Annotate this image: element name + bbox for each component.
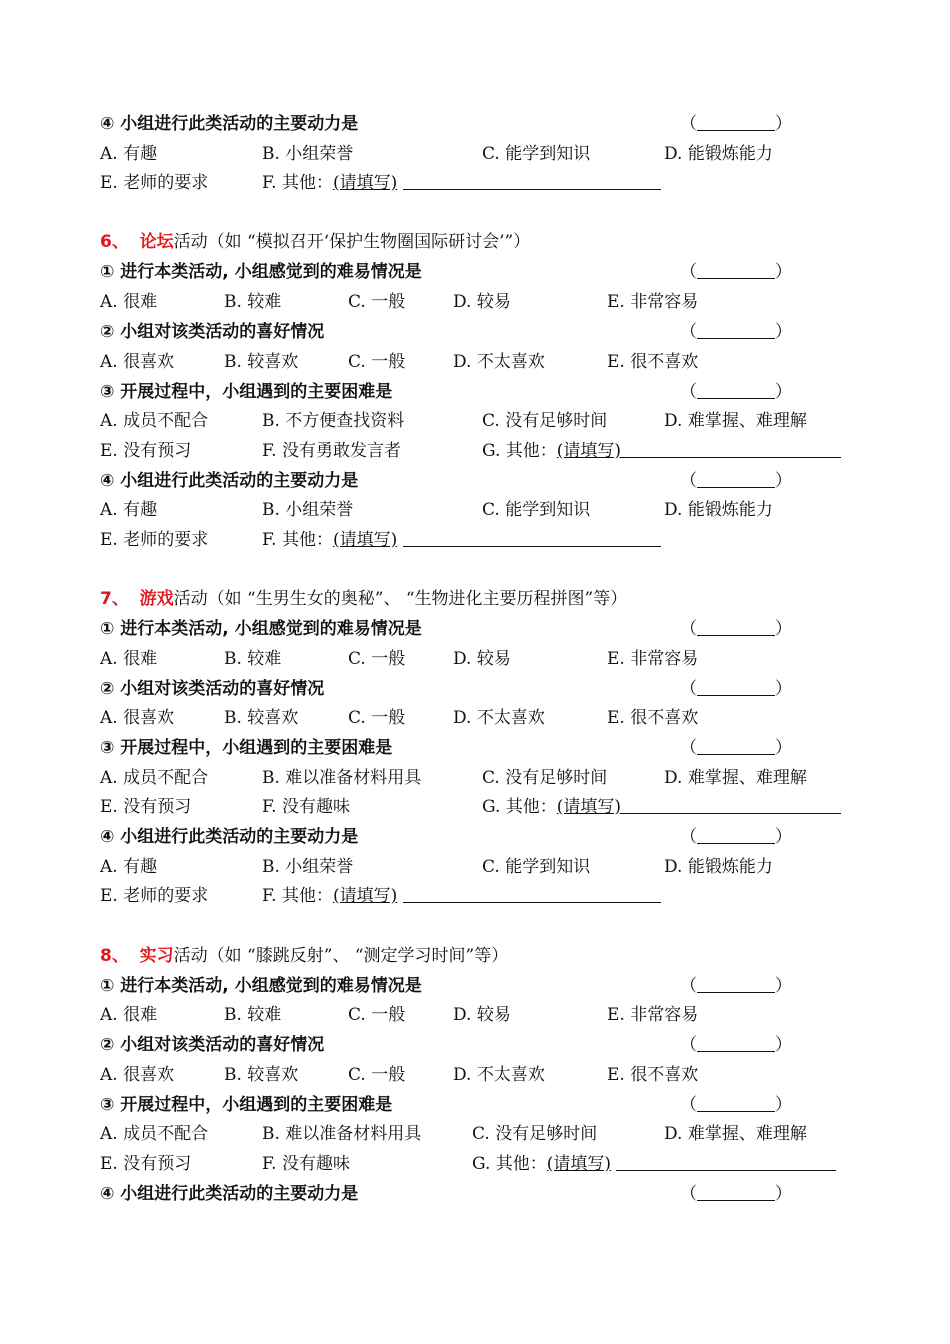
options-row: [100, 645, 860, 673]
question-difficulty: ① 进行本类活动, 小组感觉到的难易情况是 （ ）: [100, 615, 422, 643]
option-d[interactable]: D. 较易: [453, 1005, 511, 1025]
options-row: [100, 288, 860, 316]
options-row: [100, 882, 860, 910]
answer-blank[interactable]: （ ）: [680, 827, 792, 847]
question-difficulty: ① 进行本类活动, 小组感觉到的难易情况是 （ ）: [100, 972, 422, 1000]
option-e[interactable]: E. 非常容易: [607, 292, 699, 312]
option-d[interactable]: D. 难掌握、难理解: [664, 768, 807, 788]
option-c[interactable]: C. 能学到知识: [482, 144, 591, 164]
option-b[interactable]: B. 较难: [224, 1005, 282, 1025]
answer-blank[interactable]: （ ）: [680, 1095, 792, 1115]
option-a[interactable]: A. 很喜欢: [100, 352, 175, 372]
option-e[interactable]: E. 非常容易: [607, 1005, 699, 1025]
option-a[interactable]: A. 有趣: [100, 144, 158, 164]
option-e[interactable]: E. 非常容易: [607, 649, 699, 669]
option-d[interactable]: D. 难掌握、难理解: [664, 411, 807, 431]
option-f[interactable]: F. 其他：(请填写): [262, 526, 661, 554]
option-e[interactable]: E. 没有预习: [100, 797, 192, 817]
option-c[interactable]: C. 能学到知识: [482, 500, 591, 520]
question-text: ④ 小组进行此类活动的主要动力是: [100, 114, 359, 134]
section-8-heading: 8、 实习活动（如 “膝跳反射”、 “测定学习时间”等）: [100, 946, 509, 966]
question-motivation: ④ 小组进行此类活动的主要动力是 （ ）: [100, 823, 358, 851]
option-b[interactable]: B. 较喜欢: [224, 352, 299, 372]
option-a[interactable]: A. 很难: [100, 292, 158, 312]
option-f[interactable]: F. 没有趣味: [262, 797, 350, 817]
fill-in-line[interactable]: [403, 173, 661, 190]
option-e[interactable]: E. 很不喜欢: [607, 352, 699, 372]
section-6-heading: 6、 论坛活动（如 “模拟召开‘保护生物圈国际研讨会’”）: [100, 232, 531, 252]
option-a[interactable]: A. 成员不配合: [100, 1124, 209, 1144]
option-d[interactable]: D. 能锻炼能力: [664, 500, 773, 520]
question-difficulties: ③ 开展过程中，小组遇到的主要困难是 （ ）: [100, 1091, 392, 1119]
answer-blank[interactable]: （ ）: [680, 679, 792, 699]
section-7-heading: 7、 游戏活动（如 “生男生女的奥秘”、 “生物进化主要历程拼图”等）: [100, 589, 628, 609]
option-d[interactable]: D. 较易: [453, 292, 511, 312]
question-preference: ② 小组对该类活动的喜好情况 （ ）: [100, 1031, 324, 1059]
option-a[interactable]: A. 很难: [100, 649, 158, 669]
question-motivation: ④ 小组进行此类活动的主要动力是 （ ）: [100, 1180, 358, 1208]
option-a[interactable]: A. 很喜欢: [100, 1065, 175, 1085]
options-row: [100, 526, 860, 554]
option-a[interactable]: A. 成员不配合: [100, 768, 209, 788]
option-e[interactable]: E. 没有预习: [100, 1154, 192, 1174]
option-c[interactable]: C. 没有足够时间: [472, 1124, 598, 1144]
option-g[interactable]: G. 其他：(请填写): [472, 1150, 836, 1178]
option-d[interactable]: D. 不太喜欢: [453, 708, 545, 728]
option-c[interactable]: C. 一般: [348, 708, 406, 728]
option-b[interactable]: B. 小组荣誉: [262, 857, 354, 877]
option-c[interactable]: C. 一般: [348, 292, 406, 312]
option-c[interactable]: C. 能学到知识: [482, 857, 591, 877]
options-row: [100, 496, 860, 524]
option-e[interactable]: E. 老师的要求: [100, 530, 209, 550]
options-row: [100, 348, 860, 376]
fill-in-label: (请填写): [332, 173, 398, 193]
option-e[interactable]: E. 很不喜欢: [607, 1065, 699, 1085]
option-c[interactable]: C. 一般: [348, 649, 406, 669]
answer-blank[interactable]: （ ）: [680, 471, 792, 491]
option-a[interactable]: A. 有趣: [100, 857, 158, 877]
option-e[interactable]: E. 老师的要求: [100, 173, 209, 193]
fill-in-line[interactable]: [403, 530, 661, 547]
option-b[interactable]: B. 较难: [224, 292, 282, 312]
option-g[interactable]: G. 其他：(请填写): [482, 437, 841, 465]
option-d[interactable]: D. 难掌握、难理解: [664, 1124, 807, 1144]
options-row: [100, 140, 860, 168]
answer-blank[interactable]: （ ）: [680, 382, 792, 402]
options-row: [100, 764, 860, 792]
option-d[interactable]: D. 不太喜欢: [453, 352, 545, 372]
option-g[interactable]: G. 其他：(请填写): [482, 793, 841, 821]
option-b[interactable]: B. 难以准备材料用具: [262, 768, 422, 788]
options-row: [100, 437, 860, 465]
options-row: [100, 793, 860, 821]
options-row: [100, 169, 860, 197]
option-e[interactable]: E. 很不喜欢: [607, 708, 699, 728]
option-d[interactable]: D. 能锻炼能力: [664, 857, 773, 877]
option-f[interactable]: F. 其他：(请填写): [262, 882, 661, 910]
answer-blank[interactable]: （ ）: [680, 1184, 792, 1204]
options-row: [100, 704, 860, 732]
options-row: [100, 1120, 860, 1148]
fill-in-line[interactable]: [621, 797, 841, 814]
options-row: [100, 1001, 860, 1029]
option-a[interactable]: A. 很难: [100, 1005, 158, 1025]
option-d[interactable]: D. 不太喜欢: [453, 1065, 545, 1085]
answer-blank[interactable]: （ ）: [680, 322, 792, 342]
option-e[interactable]: E. 老师的要求: [100, 886, 209, 906]
option-a[interactable]: A. 成员不配合: [100, 411, 209, 431]
fill-in-line[interactable]: [616, 1154, 836, 1171]
option-b[interactable]: B. 难以准备材料用具: [262, 1124, 422, 1144]
question-difficulties: ③ 开展过程中，小组遇到的主要困难是 （ ）: [100, 378, 392, 406]
option-c[interactable]: C. 一般: [348, 1065, 406, 1085]
option-a[interactable]: A. 很喜欢: [100, 708, 175, 728]
option-f[interactable]: F. 其他：(请填写): [262, 169, 661, 197]
question-preference: ② 小组对该类活动的喜好情况 （ ）: [100, 318, 324, 346]
answer-blank[interactable]: （ ）: [680, 262, 792, 282]
options-row: [100, 1061, 860, 1089]
question-motivation: ④ 小组进行此类活动的主要动力是 （ ）: [100, 467, 358, 495]
options-row: [100, 407, 860, 435]
option-f[interactable]: F. 没有勇敢发言者: [262, 441, 401, 461]
options-row: [100, 853, 860, 881]
option-b[interactable]: B. 较难: [224, 649, 282, 669]
option-a[interactable]: A. 有趣: [100, 500, 158, 520]
option-c[interactable]: C. 一般: [348, 352, 406, 372]
option-d[interactable]: D. 较易: [453, 649, 511, 669]
question-preference: ② 小组对该类活动的喜好情况 （ ）: [100, 675, 324, 703]
answer-blank[interactable]: （ ）: [680, 738, 792, 758]
fill-in-line[interactable]: [403, 886, 661, 903]
question-motivation: [100, 110, 792, 138]
answer-blank[interactable]: （ ）: [680, 114, 792, 134]
question-difficulties: ③ 开展过程中，小组遇到的主要困难是 （ ）: [100, 734, 392, 762]
option-e[interactable]: E. 没有预习: [100, 441, 192, 461]
option-b[interactable]: B. 较喜欢: [224, 708, 299, 728]
option-b[interactable]: B. 小组荣誉: [262, 144, 354, 164]
option-c[interactable]: C. 没有足够时间: [482, 411, 608, 431]
question-difficulty: ① 进行本类活动, 小组感觉到的难易情况是 （ ）: [100, 258, 422, 286]
option-c[interactable]: C. 一般: [348, 1005, 406, 1025]
fill-in-line[interactable]: [621, 441, 841, 458]
option-b[interactable]: B. 不方便查找资料: [262, 411, 405, 431]
options-row: [100, 1150, 860, 1178]
answer-blank[interactable]: （ ）: [680, 1035, 792, 1055]
option-d[interactable]: D. 能锻炼能力: [664, 144, 773, 164]
option-c[interactable]: C. 没有足够时间: [482, 768, 608, 788]
option-f[interactable]: F. 没有趣味: [262, 1154, 350, 1174]
answer-blank[interactable]: （ ）: [680, 976, 792, 996]
answer-blank[interactable]: （ ）: [680, 619, 792, 639]
option-b[interactable]: B. 较喜欢: [224, 1065, 299, 1085]
option-b[interactable]: B. 小组荣誉: [262, 500, 354, 520]
